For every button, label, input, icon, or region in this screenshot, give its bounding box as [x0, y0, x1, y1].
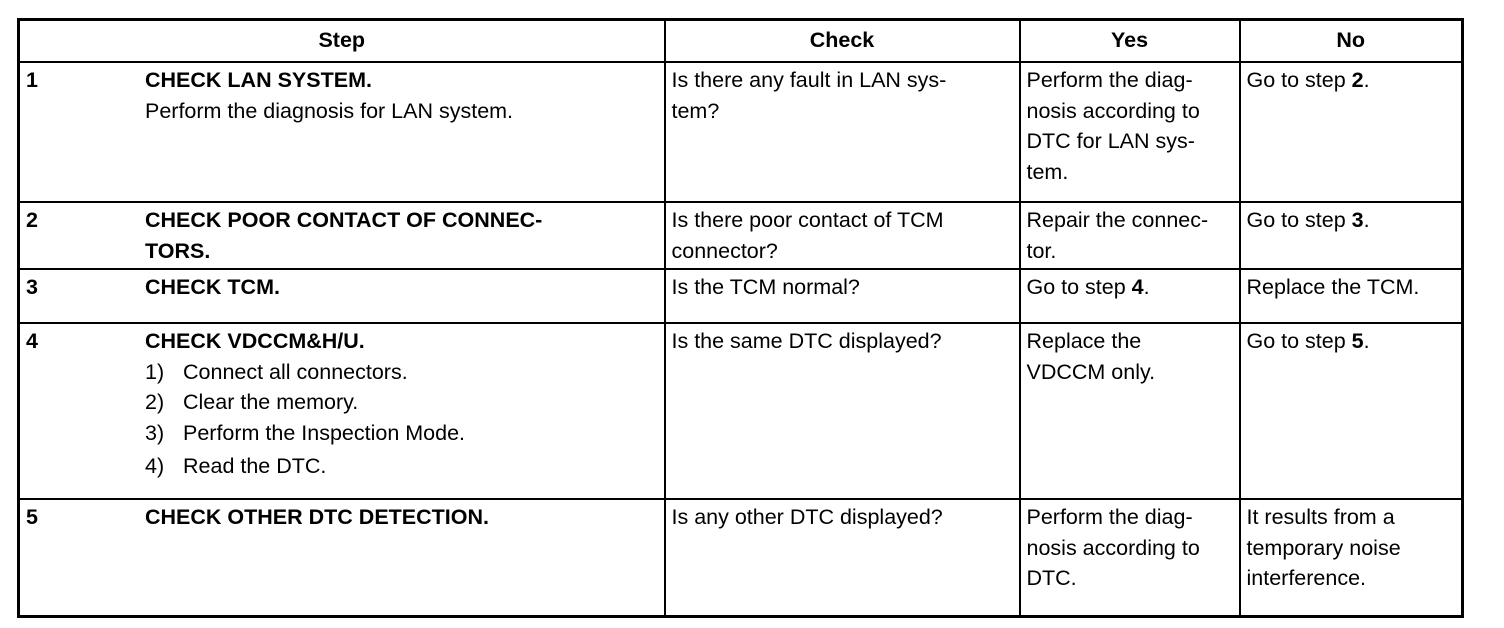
header-no: No	[1240, 20, 1463, 63]
substep-text: Clear the memory.	[183, 390, 359, 414]
substep-number: 1)	[145, 359, 165, 384]
no-prefix: Go to step	[1246, 68, 1352, 92]
step-number: 2	[26, 208, 38, 232]
step-cell	[19, 62, 665, 202]
check-text: Is the TCM normal?	[671, 275, 860, 299]
check-cell	[665, 499, 1020, 616]
no-cell	[1240, 202, 1463, 269]
substep-text: Perform the Inspection Mode.	[183, 420, 466, 445]
substep-text: Connect all connectors.	[183, 359, 408, 384]
no-suffix: .	[1363, 68, 1370, 92]
check-cell	[665, 62, 1020, 202]
step-title: CHECK POOR CONTACT OF CONNEC- TORS.	[145, 208, 543, 263]
table-row	[19, 323, 1463, 499]
no-step-ref: 5	[1351, 329, 1364, 353]
no-prefix: Go to step	[1246, 208, 1352, 232]
check-cell	[665, 202, 1020, 269]
yes-cell	[1020, 323, 1240, 499]
list-item	[145, 387, 664, 418]
yes-text: Perform the diag- nosis according to DTC for LAN sys- tem.	[1026, 68, 1200, 184]
table-row	[19, 202, 1463, 269]
no-prefix: Go to step	[1246, 329, 1352, 353]
no-cell	[1240, 269, 1463, 323]
check-text: Is there any fault in LAN sys- tem?	[671, 68, 947, 123]
diagnostic-table	[17, 18, 1464, 618]
check-text: Is any other DTC displayed?	[671, 505, 943, 529]
step-number: 1	[26, 68, 38, 92]
list-item	[145, 451, 664, 482]
table-row	[19, 499, 1463, 616]
yes-suffix: .	[1143, 275, 1150, 299]
no-cell	[1240, 323, 1463, 499]
step-title: CHECK LAN SYSTEM.	[145, 68, 372, 92]
step-number: 5	[26, 505, 38, 529]
no-text: It results from a temporary noise interference.	[1246, 505, 1401, 590]
no-cell	[1240, 499, 1463, 616]
step-cell	[19, 323, 665, 499]
yes-cell	[1020, 62, 1240, 202]
yes-step-ref: 4	[1131, 275, 1144, 299]
header-yes: Yes	[1020, 20, 1240, 63]
step-title: CHECK VDCCM&H/U.	[145, 329, 365, 353]
no-text: Replace the TCM.	[1246, 275, 1420, 299]
substep-list	[145, 357, 664, 482]
step-cell	[19, 269, 665, 323]
no-suffix: .	[1363, 208, 1370, 232]
check-text: Is the same DTC displayed?	[671, 329, 942, 353]
header-check: Check	[665, 20, 1020, 63]
step-title: CHECK OTHER DTC DETECTION.	[145, 505, 489, 529]
table-row	[19, 269, 1463, 323]
check-cell	[665, 269, 1020, 323]
header-row	[19, 20, 1463, 63]
step-number: 3	[26, 275, 38, 299]
yes-text: Perform the diag- nosis according to DTC.	[1026, 505, 1200, 590]
substep-number: 3)	[145, 420, 165, 445]
yes-text: Repair the connec- tor.	[1026, 208, 1209, 263]
check-text: Is there poor contact of TCM connector?	[671, 208, 944, 263]
yes-text: Replace the VDCCM only.	[1026, 329, 1156, 384]
yes-cell	[1020, 269, 1240, 323]
yes-cell	[1020, 499, 1240, 616]
check-cell	[665, 323, 1020, 499]
no-step-ref: 2	[1351, 68, 1364, 92]
substep-text: Read the DTC.	[183, 454, 327, 478]
substep-number: 2)	[145, 390, 165, 414]
no-suffix: .	[1363, 329, 1370, 353]
step-number: 4	[26, 329, 38, 353]
list-item	[145, 357, 664, 388]
step-cell	[19, 499, 665, 616]
header-step: Step	[19, 20, 665, 63]
table-row	[19, 62, 1463, 202]
step-title: CHECK TCM.	[145, 275, 280, 299]
no-cell	[1240, 62, 1463, 202]
step-cell	[19, 202, 665, 269]
step-description: Perform the diagnosis for LAN system.	[145, 98, 514, 123]
yes-prefix: Go to step	[1026, 275, 1132, 299]
list-item	[145, 418, 664, 449]
no-step-ref: 3	[1351, 208, 1364, 232]
yes-cell	[1020, 202, 1240, 269]
substep-number: 4)	[145, 454, 165, 478]
